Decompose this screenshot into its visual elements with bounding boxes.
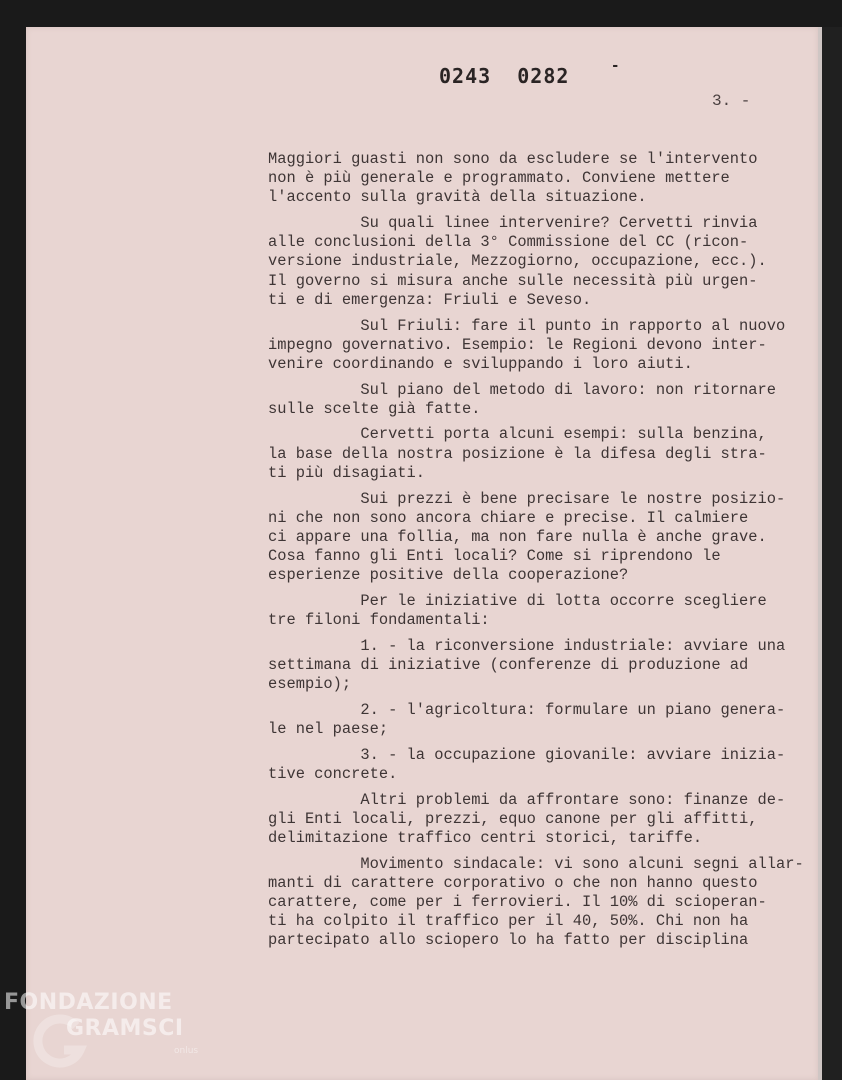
paragraph: [268, 490, 808, 586]
text-line: sulle scelte già fatte.: [268, 399, 481, 418]
text-line: Sul piano del metodo di lavoro: non ritornare: [268, 380, 776, 399]
text-line: esperienze positive della cooperazione?: [268, 566, 629, 585]
archive-number: [439, 58, 621, 88]
paragraph: [268, 855, 808, 951]
paragraph: [268, 381, 808, 419]
text-line: tre filoni fondamentali:: [268, 611, 490, 630]
paragraph: [268, 425, 808, 483]
text-line: venire coordinando e sviluppando i loro aiuti.: [268, 354, 693, 373]
text-line: carattere, come per i ferrovieri. Il 10% di scioperan-: [268, 893, 767, 912]
text-line: Il governo si misura anche sulle necessità più urgen-: [268, 271, 758, 290]
document-body: [268, 150, 808, 957]
text-line: ti ha colpito il traffico per il 40, 50%. Chi non ha: [268, 912, 749, 931]
text-line: settimana di iniziative (conferenze di produzione ad: [268, 656, 749, 674]
text-line: 3. - la occupazione giovanile: avviare inizia-: [268, 745, 786, 764]
archive-mark: -: [611, 58, 621, 74]
text-line: Movimento sindacale: vi sono alcuni segni allar-: [268, 854, 804, 873]
watermark-line1: FONDAZIONE: [4, 990, 173, 1015]
text-line: Maggiori guasti non sono da escludere se l'intervento: [268, 150, 758, 168]
scan-background: [822, 27, 842, 1080]
fondazione-gramsci-watermark: [4, 990, 224, 1076]
text-line: ci appare una follia, ma non fare nulla è anche grave.: [268, 527, 767, 546]
text-line: ti e di emergenza: Friuli e Seveso.: [268, 290, 592, 309]
paragraph: [268, 746, 808, 784]
text-line: impegno governativo. Esempio: le Regioni devono inter-: [268, 335, 767, 354]
paragraph: [268, 791, 808, 849]
text-line: gli Enti locali, prezzi, equo canone per gli affitti,: [268, 809, 758, 828]
text-line: non è più generale e programmato. Conviene mettere: [268, 169, 730, 188]
text-line: le nel paese;: [268, 720, 389, 739]
text-line: l'accento sulla gravità della situazione.: [268, 188, 647, 207]
text-line: 2. - l'agricoltura: formulare un piano genera-: [268, 700, 786, 719]
text-line: esempio);: [268, 675, 352, 694]
text-line: Cosa fanno gli Enti locali? Come si riprendono le: [268, 547, 721, 566]
page-number: 3. -: [712, 92, 751, 110]
paragraph: [268, 592, 808, 630]
text-line: Sui prezzi è bene precisare le nostre posizio-: [268, 489, 786, 508]
text-line: 1. - la riconversione industriale: avviare una: [268, 636, 786, 655]
text-line: Cervetti porta alcuni esempi: sulla benzina,: [268, 425, 767, 444]
text-line: la base della nostra posizione è la difesa degli stra-: [268, 444, 767, 463]
text-line: partecipato allo sciopero lo ha fatto per disciplina: [268, 931, 749, 950]
paragraph: [268, 317, 808, 375]
text-line: ni che non sono ancora chiare e precise. Il calmiere: [268, 508, 749, 527]
watermark-suffix: onlus: [174, 1046, 199, 1056]
text-line: delimitazione traffico centri storici, tariffe.: [268, 829, 703, 847]
paragraph: [268, 701, 808, 739]
text-line: alle conclusioni della 3° Commissione del CC (ricon-: [268, 233, 749, 252]
paragraph: [268, 150, 808, 208]
text-line: versione industriale, Mezzogiorno, occupazione, ecc.).: [268, 252, 767, 271]
text-line: manti di carattere corporativo o che non hanno questo: [268, 873, 758, 892]
watermark-line2: GRAMSCI: [66, 1016, 184, 1041]
paragraph: [268, 637, 808, 695]
text-line: Altri problemi da affrontare sono: finanze de-: [268, 790, 786, 809]
paragraph: [268, 214, 808, 310]
text-line: Su quali linee intervenire? Cervetti rinvia: [268, 214, 758, 233]
archive-number-text: 0243 0282: [439, 64, 570, 88]
text-line: tive concrete.: [268, 764, 398, 783]
text-line: ti più disagiati.: [268, 463, 426, 482]
text-line: Sul Friuli: fare il punto in rapporto al nuovo: [268, 316, 786, 335]
text-line: Per le iniziative di lotta occorre scegliere: [268, 591, 767, 610]
